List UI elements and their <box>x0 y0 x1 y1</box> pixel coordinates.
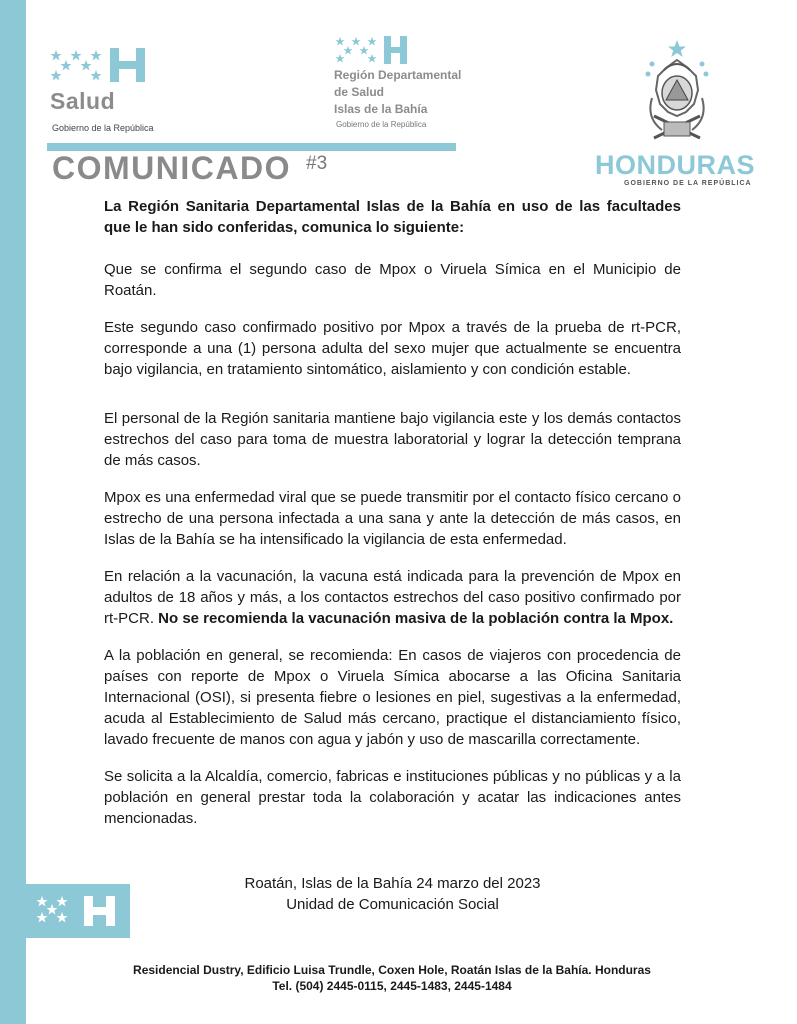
intro-paragraph: La Región Sanitaria Departamental Islas de la Bahía en uso de las facultades que le han sido conferidas, comunica lo siguiente: <box>104 198 681 236</box>
coat-of-arms-icon <box>634 38 720 150</box>
paragraph-2: Este segundo caso confirmado positivo por Mpox a través de la prueba de rt-PCR, corresponde a una (1) persona adulta del sexo mujer que actualmente se encuentra bajo vigilancia, en tratamiento sintomático, aislamiento y con condición estable. <box>104 319 681 378</box>
issuing-unit: Unidad de Comunicación Social <box>286 896 499 913</box>
left-accent-bar <box>0 0 26 1024</box>
honduras-logo-word: HONDURAS <box>595 150 756 180</box>
paragraph-7: Se solicita a la Alcaldía, comercio, fabricas e instituciones públicas y no públicas y a la población en general prestar toda la colaboración y acatar las indicaciones antes mencionadas. <box>104 768 681 827</box>
region-logo-line1: Región Departamental <box>334 68 462 82</box>
region-logo-line3: Islas de la Bahía <box>334 102 428 116</box>
place-date: Roatán, Islas de la Bahía 24 marzo del 2023 <box>244 875 541 892</box>
footer-phones: Tel. (504) 2445-0115, 2445-1483, 2445-1484 <box>272 979 512 993</box>
region-logo-subtitle: Gobierno de la República <box>336 120 427 129</box>
paragraph-5 <box>104 566 681 629</box>
paragraph-4: Mpox es una enfermedad viral que se puede transmitir por el contacto físico cercano o estrecho de una persona infectada a una sana y ante la detección de más casos, en Islas de la Bahía se ha intensificado la vigilancia de esta enfermedad. <box>104 489 681 548</box>
signoff <box>104 873 681 915</box>
paragraph-5-bold-text: No se recomienda la vacunación masiva de la población contra la Mpox. <box>158 610 674 627</box>
footer-address: Residencial Dustry, Edificio Luisa Trundle, Coxen Hole, Roatán Islas de la Bahía. Honduras <box>133 963 651 977</box>
communique-number: #3 <box>306 153 328 174</box>
salud-h-stars-icon <box>48 46 148 86</box>
salud-logo-word: Salud <box>50 88 116 114</box>
honduras-logo-subtitle: GOBIERNO DE LA REPÚBLICA <box>624 180 752 187</box>
communique-body <box>104 196 681 829</box>
region-logo-line2: de Salud <box>334 85 385 99</box>
paragraph-1: Que se confirma el segundo caso de Mpox o Viruela Símica en el Municipio de Roatán. <box>104 261 681 299</box>
paragraph-5-text: En relación a la vacunación, la vacuna está indicada para la prevención de Mpox en adultos de 18 años y más, a los contactos estrechos del caso positivo confirmado por rt-PCR. <box>104 568 681 627</box>
paragraph-3: El personal de la Región sanitaria mantiene bajo vigilancia este y los demás contactos estrechos del caso para toma de muestra laboratorial y lograr la detección temprana de más casos. <box>104 410 681 469</box>
salud-logo-subtitle: Gobierno de la República <box>52 123 154 133</box>
paragraph-6: A la población en general, se recomienda: En casos de viajeros con procedencia de países con reporte de Mpox o Viruela Símica abocarse a las Oficina Sanitaria Internacional (OSI), si presenta fiebre o lesiones en piel, sugestivas a la enfermedad, acuda al Establecimiento de Salud más cercano, practique el distanciamiento físico, lavado frecuente de manos con agua y jabón y uso de mascarilla correctamente. <box>104 647 681 748</box>
region-h-stars-icon <box>334 34 414 68</box>
footer <box>80 962 704 994</box>
page-title: COMUNICADO <box>52 150 291 186</box>
